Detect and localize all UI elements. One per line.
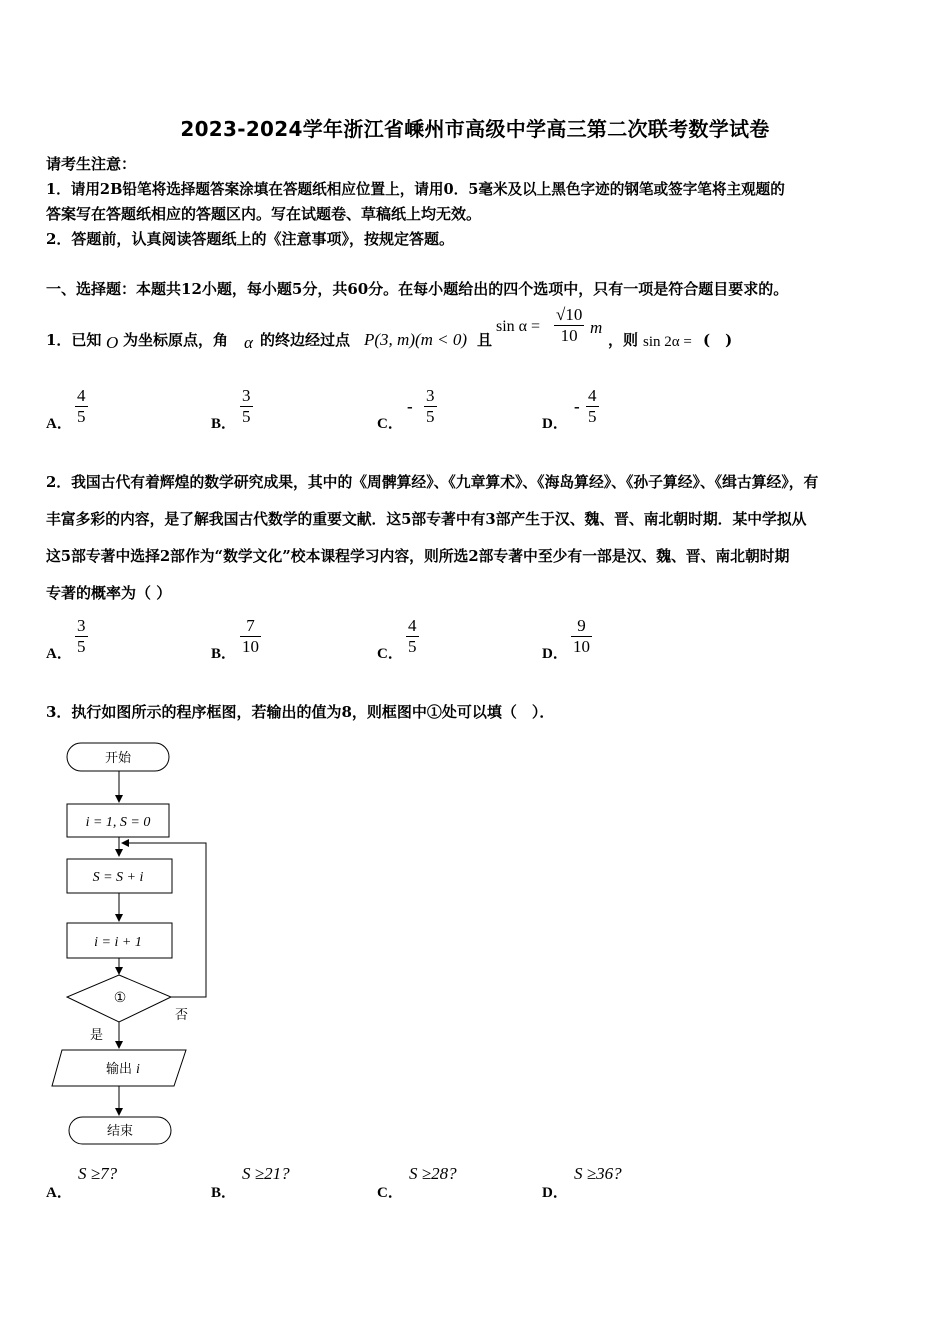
notice-line-2: 2．答题前，认真阅读答题纸上的《注意事项》，按规定答题。 [46, 230, 454, 248]
q2-option-b-den: 10 [242, 637, 259, 656]
q1-option-d-sign: - [574, 397, 580, 416]
notice-heading: 请考生注意： [46, 155, 137, 173]
flow-yes-label: 是 [90, 1027, 104, 1042]
q2-option-d-label: D． [542, 646, 568, 662]
section-heading: 一、选择题：本题共12小题，每小题5分，共60分。在每小题给出的四个选项中，只有一项是符合题目要求的。 [46, 280, 789, 298]
q2-option-a-den: 5 [77, 637, 86, 656]
q2-option-c-den: 5 [408, 637, 417, 656]
q1-option-a-fraction [75, 386, 88, 427]
q3-option-c-text: S ≥28? [409, 1164, 457, 1183]
q1-answer-blank: ( ) [703, 331, 733, 349]
flow-step1-text: S = S + i [92, 870, 144, 885]
q1-option-c-sign: - [407, 397, 413, 416]
q1-option-c-label: C． [377, 416, 403, 432]
q1-option-d-num: 4 [588, 386, 597, 405]
flow-output-var: i [136, 1062, 140, 1077]
q1-option-b-den: 5 [242, 407, 251, 426]
q1-option-c-num: 3 [426, 386, 435, 405]
q1-option-a-label: A． [46, 416, 72, 432]
q2-option-a-label: A． [46, 646, 72, 662]
q1-m: m [590, 318, 603, 337]
q1-sin-denominator: 10 [560, 326, 578, 345]
flow-end-text: 结束 [106, 1123, 134, 1138]
q1-text-2: 为坐标原点，角 [123, 331, 229, 349]
q3-option-d-label: D． [542, 1185, 568, 1201]
q2-option-b-label: B． [211, 646, 237, 662]
flow-step2-text: i = i + 1 [94, 935, 142, 950]
q3-option-a-text: S ≥7? [78, 1164, 118, 1183]
flow-condition-text: ① [113, 991, 127, 1006]
q1-option-a-num: 4 [77, 386, 86, 405]
q2-option-d-fraction [571, 616, 592, 657]
q1-option-b-num: 3 [242, 386, 251, 405]
q2-option-b-fraction [240, 616, 261, 657]
q1-text-3: 的终边经过点 [260, 331, 351, 349]
q1-option-b-label: B． [211, 416, 237, 432]
q1-sin-expr: sin α = [496, 318, 541, 335]
q1-sin-fraction [554, 305, 584, 346]
q3-option-b-text: S ≥21? [242, 1164, 290, 1183]
q1-text-1: 1．已知 [46, 331, 102, 349]
q1-text-5: ，则 [608, 331, 639, 349]
q2-line-3: 这5部专著中选择2部作为“数学文化”校本课程学习内容，则所选2部专著中至少有一部是汉、魏、晋、南北朝时期 [46, 548, 790, 565]
q1-point: P(3, m)(m < 0) [364, 330, 468, 349]
flowchart [40, 735, 230, 1150]
q1-text-4: 且 [477, 331, 493, 349]
q2-option-d-num: 9 [571, 616, 592, 637]
q2-option-c-fraction [406, 616, 419, 657]
q2-option-b-num: 7 [240, 616, 261, 637]
q3-option-a-label: A． [46, 1185, 72, 1201]
q2-line-4: 专著的概率为（ ） [46, 584, 172, 602]
q3-stem: 3．执行如图所示的程序框图，若输出的值为8，则框图中①处可以填（ ）． [46, 703, 555, 721]
q1-alpha: α [244, 333, 253, 352]
flow-output-label: 输出 [106, 1061, 133, 1076]
q2-option-a-num: 3 [77, 616, 86, 635]
q1-origin: O [106, 333, 119, 352]
q2-option-a-fraction [75, 616, 88, 657]
notice-line-1b: 答案写在答题纸相应的答题区内。写在试题卷、草稿纸上均无效。 [46, 205, 482, 223]
flow-init-text: i = 1, S = 0 [85, 815, 151, 830]
q1-option-c-den: 5 [426, 407, 435, 426]
q2-line-2: 丰富多彩的内容，是了解我国古代数学的重要文献．这5部专著中有3部产生于汉、魏、晋、南北朝时期．某中学拟从 [46, 511, 807, 528]
q1-option-d-den: 5 [588, 407, 597, 426]
q3-option-d-text: S ≥36? [574, 1164, 622, 1183]
q1-option-d-label: D． [542, 416, 568, 432]
q3-option-b-label: B． [211, 1185, 237, 1201]
q1-option-c-fraction [424, 386, 437, 427]
q2-option-d-den: 10 [573, 637, 590, 656]
flow-start-text: 开始 [104, 750, 132, 765]
flow-no-label: 否 [175, 1007, 189, 1022]
q1-sin-numerator: √10 [556, 305, 583, 324]
notice-line-1a: 1．请用2B铅笔将选择题答案涂填在答题纸相应位置上，请用0．5毫米及以上黑色字迹的钢笔或签字笔将主观题的 [46, 181, 785, 198]
q2-option-c-num: 4 [408, 616, 417, 635]
page-title: 2023-2024学年浙江省嵊州市高级中学高三第二次联考数学试卷 [180, 117, 770, 141]
q2-option-c-label: C． [377, 646, 403, 662]
q3-option-c-label: C． [377, 1185, 403, 1201]
q1-option-d-fraction [586, 386, 599, 427]
q2-line-1: 2．我国古代有着辉煌的数学研究成果，其中的《周髀算经》、《九章算术》、《海岛算经》、《孙子算经》、《缉古算经》，有 [46, 474, 819, 491]
q1-option-b-fraction [240, 386, 253, 427]
q1-sin2a: sin 2α = [643, 334, 692, 350]
q1-option-a-den: 5 [77, 407, 86, 426]
